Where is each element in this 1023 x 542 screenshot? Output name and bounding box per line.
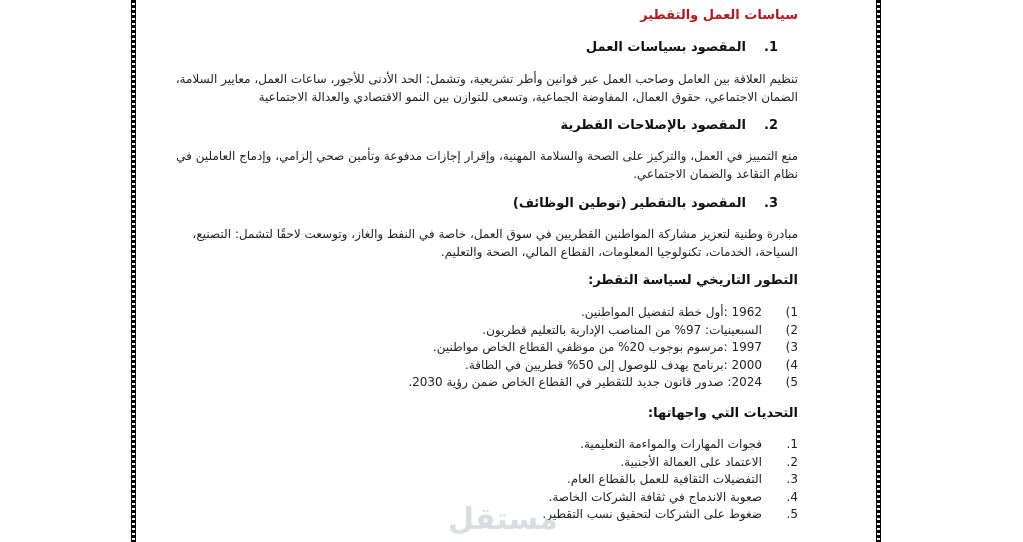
section-2-heading — [561, 118, 779, 133]
history-item-number: 2) — [785, 322, 798, 337]
history-item-number: 3) — [785, 340, 798, 354]
section-1-text: تنظيم العلاقة بين العامل وصاحب العمل عبر قوانين وأطر تشريعية، وتشمل: الحد الأدنى للأجور، ساعات العمل، معايير السلامة، الضمان الاجتماعي، حقوق العمال، المفاوضة الجماعية، وتسعى للتوازن بين النمو الاقتصادي والعدالة الاجتماعية — [175, 72, 798, 104]
history-item-text: 2000 :برنامج يهدف للوصول إلى 50% قطريين في الطاقة. — [465, 357, 762, 372]
history-item — [408, 322, 798, 340]
challenge-item — [542, 471, 798, 489]
challenge-item — [542, 506, 798, 524]
section-2-number: 2. — [764, 118, 778, 133]
history-heading: التطور التاريخي لسياسة التقطر: — [588, 273, 798, 288]
challenge-item — [542, 436, 798, 454]
history-item — [408, 357, 798, 375]
watermark-logo: مستقل — [448, 502, 558, 537]
challenges-list — [542, 436, 798, 524]
section-2-title: المقصود بالإصلاحات القطرية — [560, 118, 746, 133]
history-item-number: 1) — [785, 305, 798, 319]
challenge-item-text: الاعتماد على العمالة الأجنبية. — [620, 454, 762, 469]
document-page — [150, 0, 798, 542]
history-item-text: السبعينيات: 97% من المناصب الإدارية بالتعليم قطريون. — [482, 322, 762, 337]
history-item-number: 5) — [785, 375, 798, 389]
history-item — [408, 339, 798, 357]
page-border-right — [876, 0, 881, 542]
history-item-text: 1962 :أول خطة لتفضيل المواطنين. — [580, 305, 762, 319]
section-1-number: 1. — [764, 40, 778, 55]
challenge-item-number: 2. — [786, 454, 798, 469]
challenge-item-number: 3. — [786, 472, 798, 486]
challenges-heading: التحديات التي واجهاتها: — [647, 406, 798, 421]
challenge-item-text: فجوات المهارات والمواءمة التعليمية. — [580, 437, 762, 451]
challenge-item-text: ضغوط على الشركات لتحقيق نسب التقطير. — [542, 507, 762, 521]
challenge-item-number: 1. — [786, 437, 798, 451]
section-1-heading — [586, 40, 778, 55]
challenge-item-number: 5. — [786, 507, 798, 521]
challenge-item-text: صعوبة الاندماج في ثقافة الشركات الخاصة. — [548, 489, 762, 504]
history-item — [408, 374, 798, 392]
history-item-text: 1997 :مرسوم بوجوب 20% من موظفي القطاع الخاص مواطنين. — [432, 340, 762, 354]
challenge-item — [542, 489, 798, 507]
section-2-text: منع التمييز في العمل، والتركيز على الصحة والسلامة المهنية، وإقرار إجازات مدفوعة وتأمين صحي إلزامي، وإدماج العاملين في نظام التقاعد والضمان الاجتماعي. — [176, 149, 798, 181]
history-item — [408, 304, 798, 322]
section-3-number: 3. — [764, 196, 778, 211]
document-title: سياسات العمل والتقطير — [640, 8, 798, 23]
section-3-heading — [513, 196, 778, 211]
section-3-text: مبادرة وطنية لتعزيز مشاركة المواطنين القطريين في سوق العمل، خاصة في النفط والغاز، وتوسعت لاحقًا لتشمل: التصنيع، السياحة، الخدمات، تكنولوجيا المعلومات، القطاع المالي، الصحة والتعليم. — [192, 227, 798, 259]
challenge-item-number: 4. — [786, 489, 798, 504]
history-item-number: 4) — [785, 357, 798, 372]
section-1-title: المقصود بسياسات العمل — [585, 40, 746, 55]
section-3-title: المقصود بالتقطير (توطين الوظائف) — [512, 196, 746, 211]
challenge-item — [542, 454, 798, 472]
page-border-left — [131, 0, 136, 542]
history-list — [408, 304, 798, 392]
history-item-text: 2024: صدور قانون جديد للتقطير في القطاع الخاص ضمن رؤية 2030. — [408, 375, 762, 389]
challenge-item-text: التفضيلات الثقافية للعمل بالقطاع العام. — [566, 472, 762, 486]
